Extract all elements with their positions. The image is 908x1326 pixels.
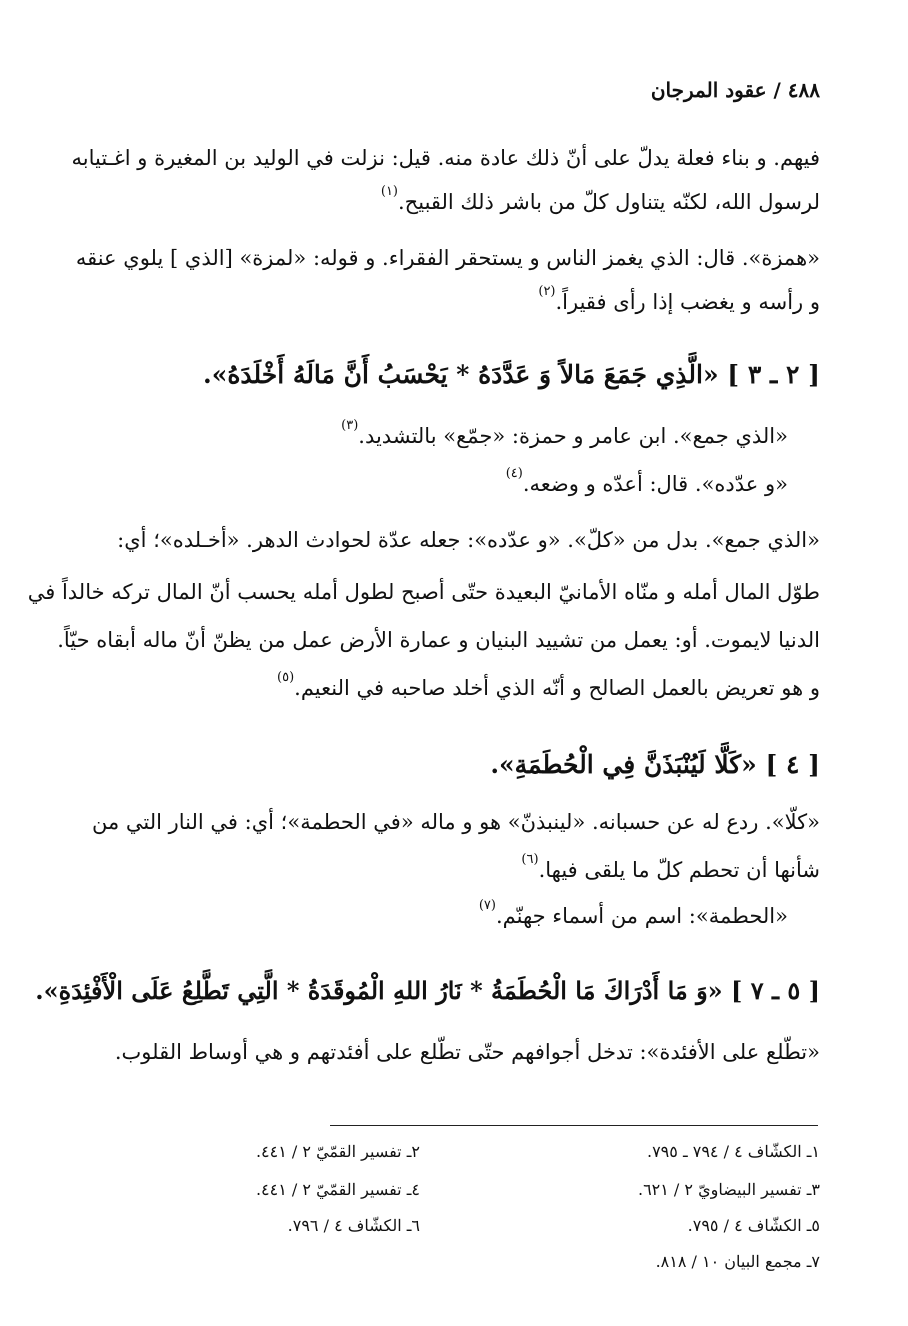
paragraph-line (277, 670, 820, 700)
quran-verse: [ ٤ ] «كَلَّا لَيُنْبَذَنَّ فِي الْحُطَمَةِ». (490, 750, 820, 779)
paragraph-line (76, 246, 820, 270)
footnote: ٥ـ الكشّاف ٤ / ٧٩٥. (687, 1216, 820, 1235)
text-line: «الحطمة»: اسم من أسماء جهنّم. (495, 904, 788, 928)
footnote: ٧ـ مجمع البيان ١٠ / ٨١٨. (655, 1252, 820, 1271)
paragraph-line (538, 284, 820, 314)
text-line: «كلّا». ردع له عن حسبانه. «لينبذنّ» هو و ماله «في الحطمة»؛ أي: في النار التي من (91, 810, 820, 834)
footnote-ref: (٤) (505, 466, 523, 481)
footnote-ref: (٦) (521, 852, 539, 867)
text-line: و رأسه و يغضب إذا رأى فقيراً. (555, 290, 820, 314)
text-line: «الذي جمع». بدل من «كلّ». «و عدّده»: جعله عدّة لحوادث الدهر. «أخـلده»؛ أي: (117, 528, 820, 552)
text-line: «الذي جمع». ابن عامر و حمزة: «جمّع» بالتشديد. (358, 424, 788, 448)
text-line: لرسول الله، لكنّه يتناول كلّ من باشر ذلك القبيح. (398, 190, 820, 214)
paragraph-line (380, 184, 820, 214)
paragraph-line (117, 528, 820, 552)
paragraph-line (505, 466, 788, 496)
text-line: «تطّلع على الأفئدة»: تدخل أجوافهم حتّى تطّلع على أفئدتهم و هي أوساط القلوب. (114, 1040, 820, 1064)
footnote: ٦ـ الكشّاف ٤ / ٧٩٦. (287, 1216, 420, 1235)
paragraph-line (341, 418, 788, 448)
footnote: ١ـ الكشّاف ٤ / ٧٩٤ ـ ٧٩٥. (646, 1142, 820, 1161)
book-title: عقود المرجان (650, 78, 767, 102)
footnote-ref: (٢) (538, 284, 556, 299)
paragraph-line (92, 810, 820, 834)
paragraph-line (478, 898, 788, 928)
footnote: ٤ـ تفسير القمّيّ ٢ / ٤٤١. (255, 1180, 420, 1199)
footnote-ref: (٣) (341, 418, 359, 433)
text-line: طوّل المال أمله و منّاه الأمانيّ البعيدة حتّى أصبح لطول أمله يحسب أنّ المال تركه خالداً في (27, 580, 820, 604)
paragraph-line (521, 852, 820, 882)
paragraph-line (57, 628, 820, 652)
quran-verse: [ ٥ ـ ٧ ] «وَ مَا أَدْرَاكَ مَا الْحُطَمَةُ * نَارُ اللهِ الْمُوقَدَةُ * الَّتِي تَطَّلِعُ عَلَى الْأَفْئِدَةِ». (35, 976, 820, 1005)
page-header (651, 78, 820, 102)
paragraph-line (28, 580, 820, 604)
text-line: و هو تعريض بالعمل الصالح و أنّه الذي أخلد صاحبه في النعيم. (294, 676, 820, 700)
paragraph-line (71, 146, 820, 170)
paragraph-line (115, 1040, 820, 1064)
footnote-ref: (١) (380, 184, 398, 199)
footnote-ref: (٧) (478, 898, 496, 913)
footnote: ٢ـ تفسير القمّيّ ٢ / ٤٤١. (255, 1142, 420, 1161)
page-number: ٤٨٨ (787, 78, 820, 102)
footnote-divider (330, 1125, 818, 1126)
text-line: الدنيا لايموت. أو: يعمل من تشييد البنيان و عمارة الأرض عمل من يظنّ أنّ ماله أبقاه حيّاً. (57, 628, 820, 652)
text-line: فيهم. و بناء فعلة يدلّ على أنّ ذلك عادة منه. قيل: نزلت في الوليد بن المغيرة و اغـتيابه (71, 146, 820, 170)
header-separator: / (773, 78, 781, 102)
text-line: «همزة». قال: الذي يغمز الناس و يستحقر الفقراء. و قوله: «لمزة» [الذي ] يلوي عنقه (75, 246, 820, 270)
quran-verse: [ ٢ ـ ٣ ] «الَّذِي جَمَعَ مَالاً وَ عَدَّدَهُ * يَحْسَبُ أَنَّ مَالَهُ أَخْلَدَهُ». (202, 360, 820, 389)
text-line: شأنها أن تحطم كلّ ما يلقى فيها. (538, 858, 820, 882)
footnote: ٣ـ تفسير البيضاويّ ٢ / ٦٢١. (637, 1180, 820, 1199)
text-line: «و عدّده». قال: أعدّه و وضعه. (522, 472, 788, 496)
footnote-ref: (٥) (277, 670, 295, 685)
